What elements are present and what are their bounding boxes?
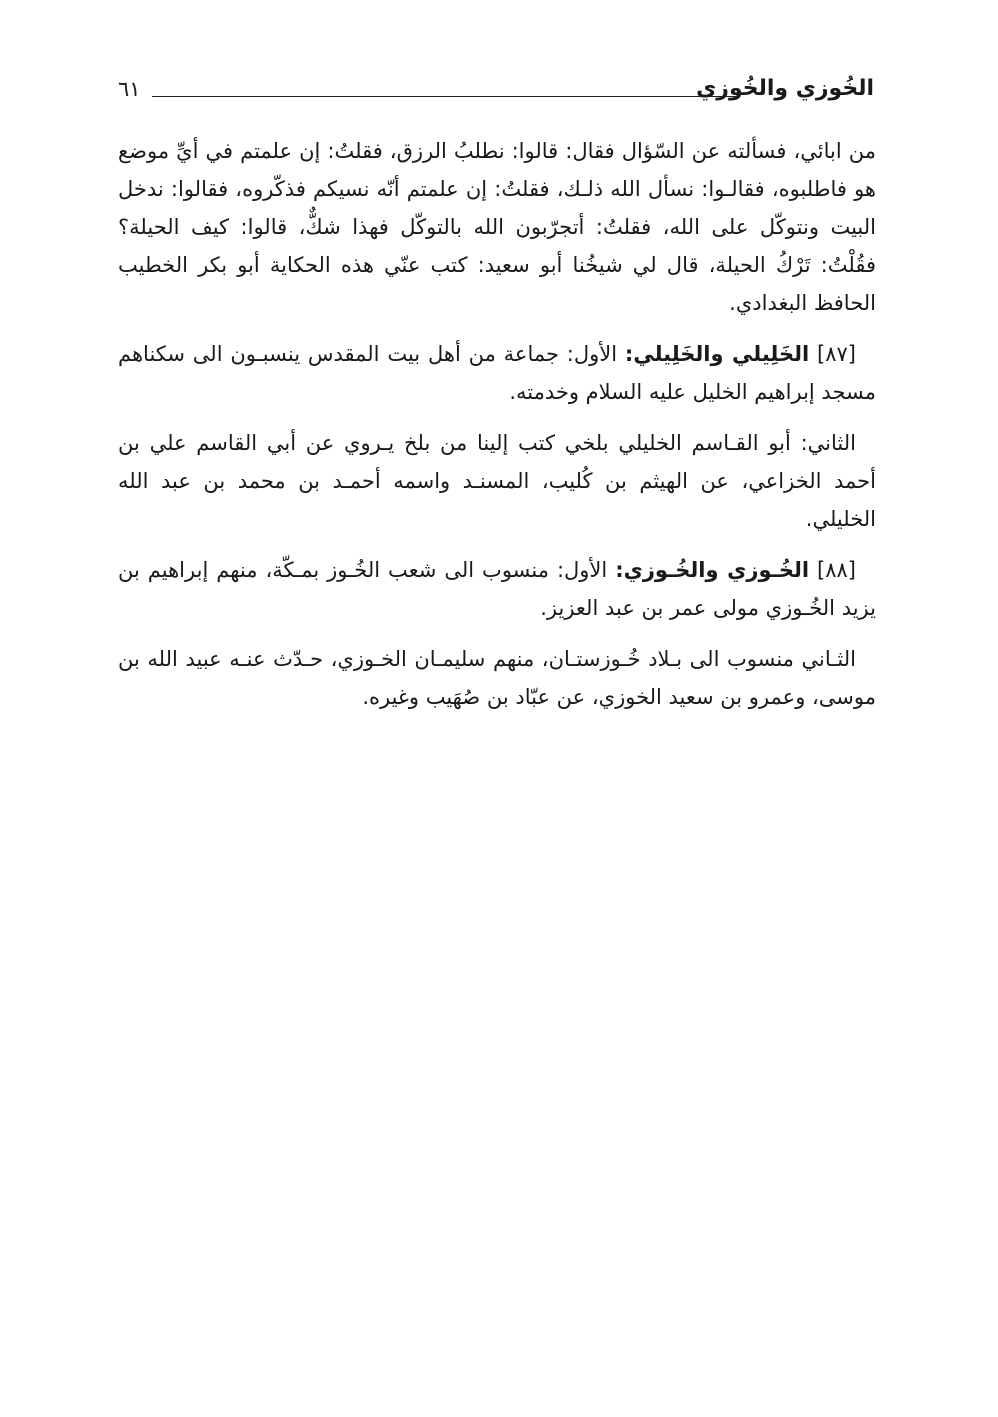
page-body bbox=[118, 132, 876, 729]
entry-heading: الخُـوزي والخُـوزي: bbox=[615, 558, 810, 582]
paragraph-continuation bbox=[118, 132, 876, 322]
running-header bbox=[118, 74, 874, 108]
entry-87 bbox=[118, 335, 876, 411]
entry-87-second bbox=[118, 424, 876, 538]
entry-text: الأول: جماعة من أهل بيت المقدس ينسبـون الى سكناهم مسجد إبراهيم الخليل عليه السلام وخدمته. bbox=[118, 342, 876, 404]
header-rule bbox=[152, 96, 736, 97]
paragraph-text: الثاني: أبو القـاسم الخليلي بلخي كتب إلينا من بلخ يـروي عن أبي القاسم علي بن أحمد الخزاعي، عن الهيثم بن كُليب، المسنـد واسمه أحمـد بن محمد بن عبد الله الخليلي. bbox=[118, 431, 876, 531]
entry-number: [٨٧] bbox=[817, 342, 856, 366]
entry-heading: الخَلِيلي والخَلِيلي: bbox=[624, 342, 810, 366]
paragraph-text: من ابائي، فسألته عن السّؤال فقال: قالوا: نطلبُ الرزق، فقلتُ: إن علمتم في أيِّ موضع هو فاطلبوه، فقالـوا: نسأل الله ذلـك، فقلتُ: إن علمتم أنّه نسيكم فذكّروه، فقالوا: ندخل البيت ونتوكّل على الله، فقلتُ: أتجرّبون الله بالتوكّل فهذا شكٌّ، قالوا: كيف الحيلة؟ فقُلْتُ: تَرْكُ الحيلة، قال لي شيخُنا أبو سعيد: كتب عنّي هذه الحكاية أبو بكر الخطيب الحافظ البغدادي. bbox=[118, 139, 876, 315]
header-title: الخُوزي والخُوزي bbox=[696, 76, 874, 101]
page-number: ٦١ bbox=[118, 77, 141, 101]
entry-number: [٨٨] bbox=[817, 558, 856, 582]
paragraph-text: الثـاني منسوب الى بـلاد خُـوزستـان، منهم سليمـان الخـوزي، حـدّث عنـه عبيد الله بن موسى، وعمرو بن سعيد الخوزي، عن عبّاد بن صُهَيب وغيره. bbox=[118, 647, 876, 709]
entry-88-second bbox=[118, 640, 876, 716]
entry-text: الأول: منسوب الى شعب الخُـوز بمـكّة، منهم إبراهيم بن يزيد الخُـوزي مولى عمر بن عبد العزيز. bbox=[118, 558, 876, 620]
entry-88 bbox=[118, 551, 876, 627]
